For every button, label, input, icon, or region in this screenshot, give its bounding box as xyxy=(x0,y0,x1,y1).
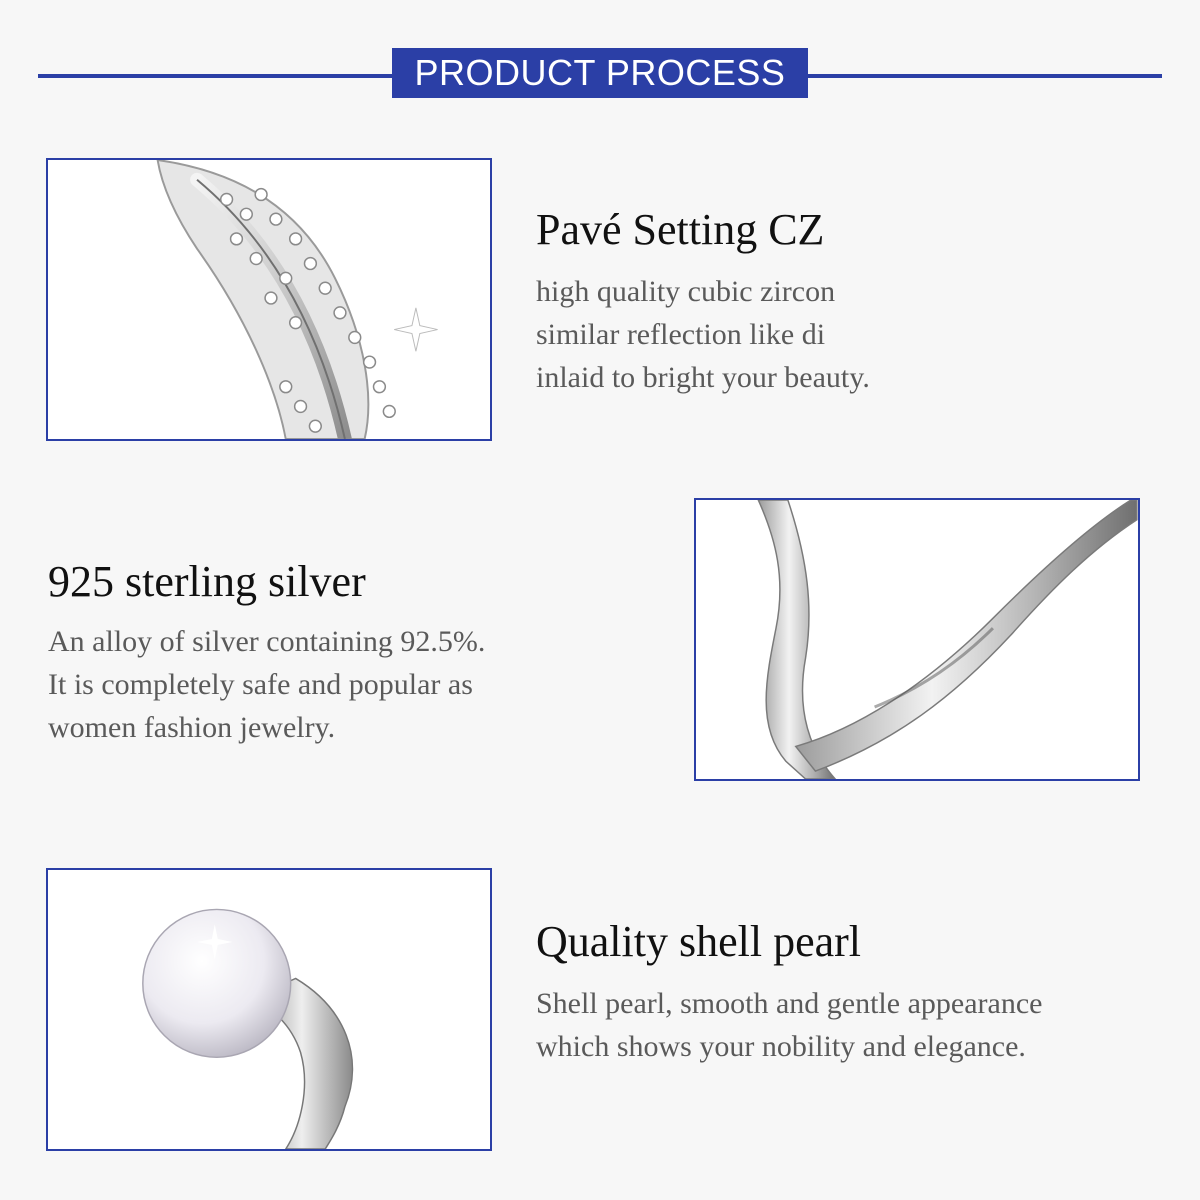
desc-line: similar reflection like di xyxy=(536,318,826,351)
desc-line: An alloy of silver containing 92.5%. xyxy=(48,625,486,658)
desc-line: It is completely safe and popular as xyxy=(48,668,473,701)
desc-line: inlaid to bright your beauty. xyxy=(536,361,870,394)
header-rule-left xyxy=(38,74,392,78)
feature-desc-pave xyxy=(536,270,936,399)
feather-ring-illustration xyxy=(48,160,490,439)
desc-line: Shell pearl, smooth and gentle appearance xyxy=(536,987,1043,1020)
silver-band-image xyxy=(694,498,1140,781)
feature-desc-pearl xyxy=(536,982,1042,1068)
silver-band-illustration xyxy=(696,500,1138,779)
pearl-ring-image xyxy=(46,868,492,1151)
feather-ring-image xyxy=(46,158,492,441)
feature-title-pearl: Quality shell pearl xyxy=(536,917,862,966)
desc-line: which shows your nobility and elegance. xyxy=(536,1030,1026,1063)
feature-desc-silver xyxy=(48,620,485,749)
banner-title: PRODUCT PROCESS xyxy=(414,52,786,93)
desc-line: high quality cubic zircon xyxy=(536,275,836,308)
section-banner xyxy=(392,48,808,98)
desc-line: women fashion jewelry. xyxy=(48,711,336,744)
feature-title-silver: 925 sterling silver xyxy=(48,557,366,606)
feature-title-pave: Pavé Setting CZ xyxy=(536,205,825,254)
pearl-ring-illustration xyxy=(48,870,490,1149)
header-rule-right xyxy=(808,74,1162,78)
